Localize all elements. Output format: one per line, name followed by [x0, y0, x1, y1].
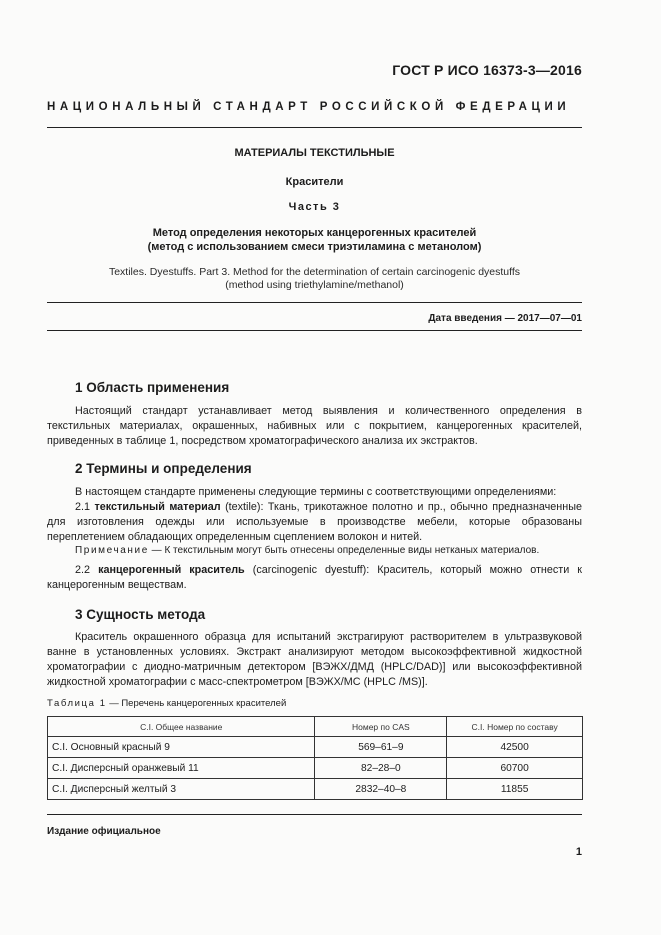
title-method-line1: Метод определения некоторых канцерогенных красителей: [152, 227, 477, 239]
table-row: [48, 737, 583, 758]
cell-name: C.I. Дисперсный желтый 3: [48, 779, 315, 800]
term-2-1: 2.1 текстильный материал (textile): Ткань, трикотажное полотно и пр., обычно предназначенные для изготовления одежды или используемые в производстве мебели, которые образованы переплетением обладающих определенным сцеплением волокон и нитей.: [47, 501, 582, 543]
section-3-text: Краситель окрашенного образца для испытаний экстрагируют растворителем в ультразвуковой ванне в установленных условиях. Экстракт анализируют методом высокоэффективной жидкостной хроматографии с диодно-матричным детектором [ВЭЖХ/ДМД (HPLC/DAD)] или высокоэффективной жидкостной хроматографии с масс-спектрометром [ВЭЖХ/МС (HPLC /MS)].: [47, 631, 582, 688]
term-2-2-name: канцерогенный краситель: [98, 564, 245, 576]
section-1-heading: 1 Область применения: [75, 380, 230, 395]
title-english-line2: (method using triethylamine/methanol): [225, 279, 404, 291]
table-caption: Таблица 1 — Перечень канцерогенных красителей: [47, 698, 287, 709]
header-rule: [47, 127, 582, 128]
cell-ci-number: 11855: [447, 779, 583, 800]
cell-cas: 2832–40–8: [315, 779, 447, 800]
footer-rule: [47, 814, 582, 815]
col-header-name: C.I. Общее название: [48, 717, 315, 737]
cell-name: C.I. Дисперсный оранжевый 11: [48, 758, 315, 779]
cell-ci-number: 60700: [447, 758, 583, 779]
cell-cas: 82–28–0: [315, 758, 447, 779]
col-header-cas: Номер по CAS: [315, 717, 447, 737]
title-main: МАТЕРИАЛЫ ТЕКСТИЛЬНЫЕ: [234, 147, 395, 159]
title-sub: Красители: [285, 176, 344, 188]
section-2-intro: В настоящем стандарте применены следующие термины с соответствующими определениями:: [75, 486, 557, 498]
introduction-date: Дата введения — 2017—07—01: [428, 313, 582, 324]
title-rule: [47, 302, 582, 303]
cell-name: C.I. Основный красный 9: [48, 737, 315, 758]
page-number: 1: [575, 846, 582, 858]
col-header-ci-number: C.I. Номер по составу: [447, 717, 583, 737]
note: Примечание — К текстильным могут быть отнесены определенные виды нетканых материалов.: [75, 545, 540, 556]
section-3-heading: 3 Сущность метода: [75, 607, 206, 622]
carcinogenic-dyes-table: [47, 716, 583, 800]
table-row: [48, 758, 583, 779]
title-method: [47, 226, 582, 254]
date-rule: [47, 330, 582, 331]
cell-ci-number: 42500: [447, 737, 583, 758]
official-edition-label: Издание официальное: [47, 826, 161, 837]
term-2-2: 2.2 канцерогенный краситель (carcinogenic dyestuff): Краситель, который можно отнести к канцерогенным веществам.: [47, 564, 583, 591]
title-english-line1: Textiles. Dyestuffs. Part 3. Method for the determination of certain carcinogenic dyestuffs: [108, 266, 521, 278]
section-1-text: Настоящий стандарт устанавливает метод выявления и количественного определения в текстильных материалах, окрашенных, набивных или с покрытием, канцерогенных красителей, приведенных в таблице 1, посредством хроматографического анализа их экстрактов.: [47, 405, 582, 447]
title-part: Часть 3: [288, 201, 341, 213]
title-english: [47, 266, 582, 292]
table-row: [48, 779, 583, 800]
section-2-heading: 2 Термины и определения: [75, 461, 252, 476]
cell-cas: 569–61–9: [315, 737, 447, 758]
title-method-line2: (метод с использованием смеси триэтиламина с метанолом): [147, 241, 482, 253]
document-id: ГОСТ Р ИСО 16373-3—2016: [392, 62, 582, 78]
national-standard-banner: НАЦИОНАЛЬНЫЙ СТАНДАРТ РОССИЙСКОЙ ФЕДЕРАЦИИ: [47, 101, 571, 113]
table-header-row: [48, 717, 583, 737]
term-2-1-name: текстильный материал: [94, 501, 221, 513]
